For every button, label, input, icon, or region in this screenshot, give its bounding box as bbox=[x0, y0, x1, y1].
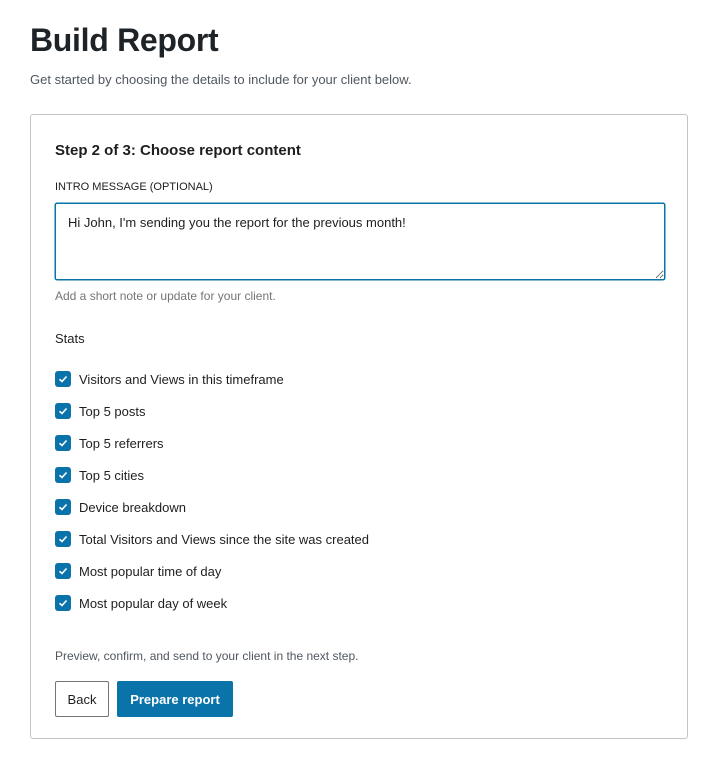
stat-option-device-breakdown[interactable] bbox=[55, 491, 369, 523]
stat-option-label: Total Visitors and Views since the site was created bbox=[79, 531, 369, 547]
checkbox-checked-icon[interactable] bbox=[55, 499, 71, 515]
back-button[interactable]: Back bbox=[55, 681, 109, 717]
stat-option-label: Visitors and Views in this timeframe bbox=[79, 371, 284, 387]
stats-checklist bbox=[55, 363, 369, 619]
footer-note: Preview, confirm, and send to your client in the next step. bbox=[55, 649, 359, 663]
step-title: Step 2 of 3: Choose report content bbox=[55, 142, 301, 159]
stat-option-visitors-views[interactable] bbox=[55, 363, 369, 395]
checkbox-checked-icon[interactable] bbox=[55, 371, 71, 387]
page-subtitle: Get started by choosing the details to include for your client below. bbox=[30, 72, 412, 87]
stat-option-label: Top 5 referrers bbox=[79, 435, 164, 451]
checkbox-checked-icon[interactable] bbox=[55, 403, 71, 419]
page-title: Build Report bbox=[30, 22, 219, 58]
checkbox-checked-icon[interactable] bbox=[55, 435, 71, 451]
checkbox-checked-icon[interactable] bbox=[55, 531, 71, 547]
stat-option-label: Top 5 posts bbox=[79, 403, 146, 419]
intro-message-textarea[interactable] bbox=[55, 203, 665, 280]
stat-option-top-posts[interactable] bbox=[55, 395, 369, 427]
checkbox-checked-icon[interactable] bbox=[55, 563, 71, 579]
stat-option-label: Top 5 cities bbox=[79, 467, 145, 483]
stat-option-popular-time[interactable] bbox=[55, 555, 369, 587]
prepare-report-button[interactable]: Prepare report bbox=[117, 681, 233, 717]
checkbox-checked-icon[interactable] bbox=[55, 467, 71, 483]
stat-option-popular-day[interactable] bbox=[55, 587, 369, 619]
stat-option-label: Most popular day of week bbox=[79, 595, 228, 611]
stat-option-top-cities[interactable] bbox=[55, 459, 369, 491]
stat-option-label: Most popular time of day bbox=[79, 563, 222, 579]
checkbox-checked-icon[interactable] bbox=[55, 595, 71, 611]
stats-heading: Stats bbox=[55, 331, 85, 346]
stat-option-total-visitors-views[interactable] bbox=[55, 523, 369, 555]
report-content-card bbox=[30, 114, 688, 739]
intro-message-label: INTRO MESSAGE (OPTIONAL) bbox=[55, 181, 213, 193]
stat-option-label: Device breakdown bbox=[79, 499, 186, 515]
intro-message-help: Add a short note or update for your client. bbox=[55, 289, 276, 303]
stat-option-top-referrers[interactable] bbox=[55, 427, 369, 459]
